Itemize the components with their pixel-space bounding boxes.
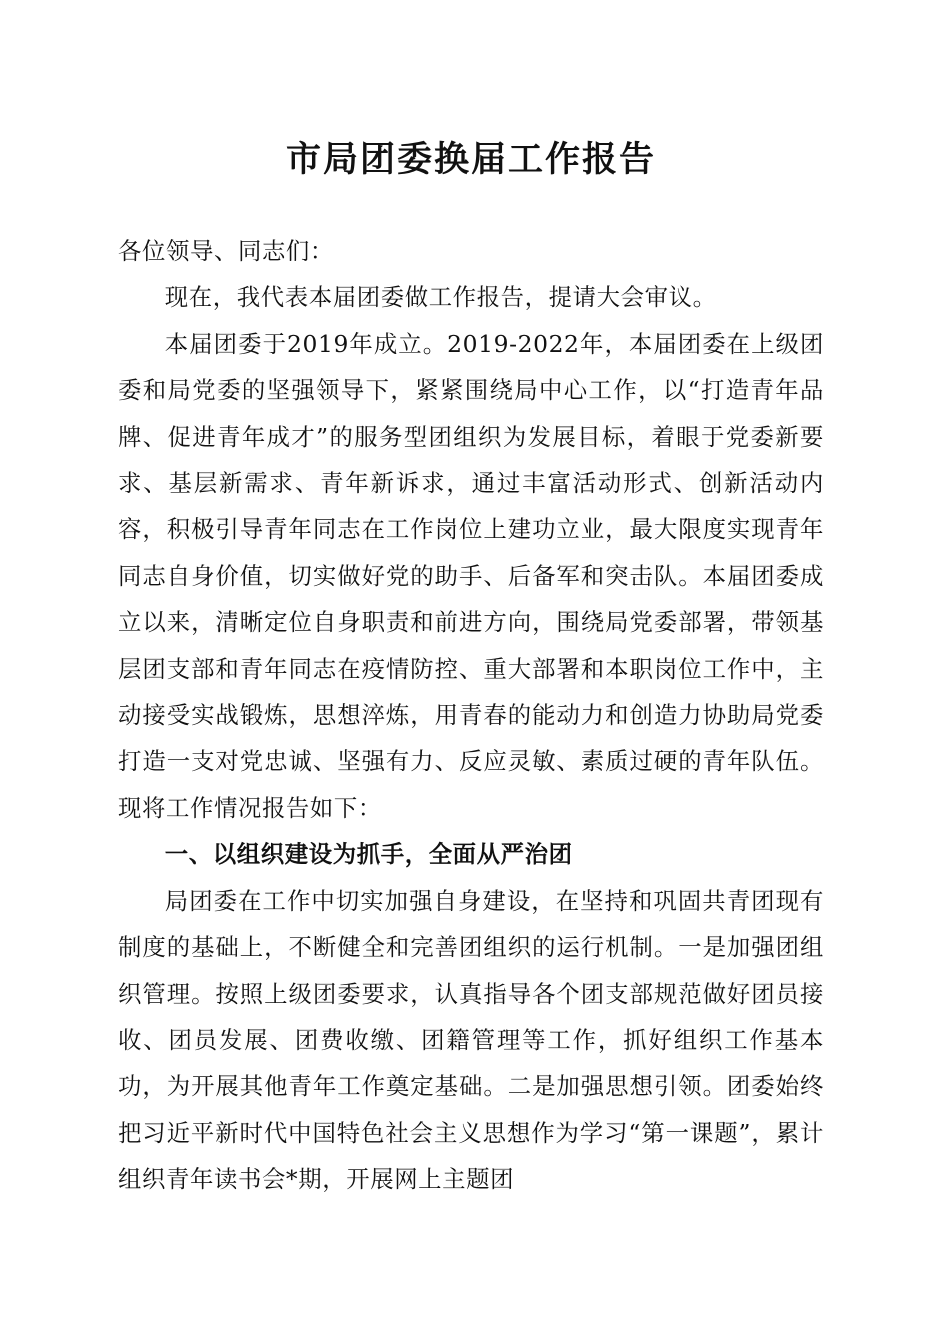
document-body xyxy=(118,228,824,1203)
section-heading: 一、以组织建设为抓手，全面从严治团 xyxy=(164,840,573,869)
intro-paragraph: 现在，我代表本届团委做工作报告，提请大会审议。 xyxy=(164,283,717,312)
salutation: 各位领导、同志们： xyxy=(118,237,334,265)
overview-paragraph: 本届团委于2019年成立。2019-2022年，本届团委在上级团委和局党委的坚强领导下，紧紧围绕局中心工作，以“打造青年品牌、促进青年成才”的服务型团组织为发展目标，着眼于党委新要求、基层新需求、青年新诉求，通过丰富活动形式、创新活动内容，积极引导青年同志在工作岗位上建功立业，最大限度实现青年同志自身价值，切实做好党的助手、后备军和突击队。本届团委成立以来，清晰定位自身职责和前进方向，围绕局党委部署，带领基层团支部和青年同志在疫情防控、重大部署和本职岗位工作中，主动接受实战锻炼，思想淬炼，用青春的能动力和创造力协助局党委打造一支对党忠诚、坚强有力、反应灵敏、素质过硬的青年队伍。现将工作情况报告如下： xyxy=(118,329,824,822)
section-paragraph: 局团委在工作中切实加强自身建设，在坚持和巩固共青团现有制度的基础上，不断健全和完善团组织的运行机制。一是加强团组织管理。按照上级团委要求，认真指导各个团支部规范做好团员接收、团员发展、团费收缴、团籍管理等工作，抓好组织工作基本功，为开展其他青年工作奠定基础。二是加强思想引领。团委始终把习近平新时代中国特色社会主义思想作为学习“第一课题”，累计组织青年读书会*期，开展网上主题团 xyxy=(118,886,824,1194)
document-title: 市局团委换届工作报告 xyxy=(285,139,656,180)
